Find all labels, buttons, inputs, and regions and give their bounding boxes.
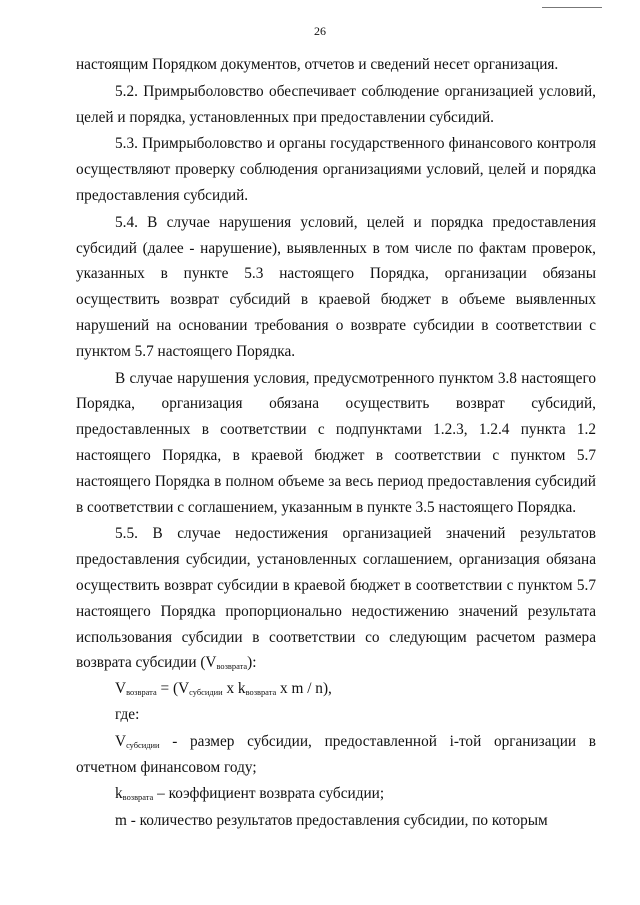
header-rule bbox=[542, 7, 602, 8]
formula-eq: = (V bbox=[156, 680, 190, 698]
paragraph-violation: В случае нарушения условия, предусмотренного пунктом 3.8 настоящего Порядка, организация обязана осуществить возврат субсидий, предоставленных в соответствии с подпунктами 1.2.3, 1.2.4 пункта 1.2 настоящего Порядка, в краевой бюджет в соответствии с пунктом 5.7 настоящего Порядка в полном объеме за весь период предоставления субсидий в соответствии с соглашением, указанным в пункте 3.5 настоящего Порядка. bbox=[76, 369, 596, 516]
formula-v: V bbox=[115, 680, 127, 698]
definition-k-sub: возврата bbox=[122, 793, 154, 803]
formula-tail: x m / n), bbox=[276, 680, 332, 698]
definition-v-subsidy bbox=[76, 729, 596, 781]
formula-k-sub: возврата bbox=[245, 688, 277, 698]
formula-v-sub: возврата bbox=[126, 688, 157, 698]
definition-v-text: - размер субсидии, предоставленной i-той организации в отчетном финансовом году; bbox=[76, 732, 596, 776]
definition-k-symbol: k bbox=[115, 785, 123, 803]
body-text bbox=[76, 52, 596, 834]
formula-mid: x k bbox=[222, 680, 246, 698]
definition-v-sub: субсидии bbox=[126, 740, 160, 750]
formula bbox=[76, 676, 596, 702]
paragraph-5-2: 5.2. Примрыболовство обеспечивает соблюдение организацией условий, целей и порядка, установленных при предоставлении субсидий. bbox=[76, 82, 596, 126]
paragraph-5-5 bbox=[76, 521, 596, 676]
paragraph-intro: настоящим Порядком документов, отчетов и сведений несет организация. bbox=[76, 56, 559, 73]
definition-k-text: – коэффициент возврата субсидии; bbox=[153, 785, 385, 803]
paragraph-5-4: 5.4. В случае нарушения условий, целей и порядка предоставления субсидий (далее - нарушение), выявленных в том числе по фактам проверок, указанных в пункте 5.3 настоящего Порядка, организации обязаны осуществить возврат субсидий в краевой бюджет в объеме выявленных нарушений на основании требования о возврате субсидии в соответствии с пунктом 5.7 настоящего Порядка. bbox=[76, 213, 596, 360]
paragraph-5-5-end: ): bbox=[247, 654, 257, 672]
definition-v-symbol: V bbox=[115, 732, 127, 750]
definition-m-count: m - количество результатов предоставления субсидии, по которым bbox=[115, 812, 548, 830]
where-label: где: bbox=[115, 705, 140, 723]
paragraph-5-5-text: 5.5. В случае недостижения организацией значений результатов предоставления субсидии, установленных соглашением, организация обязана осуществить возврат субсидии в краевой бюджет в соответствии с пунктом 5.7 настоящего Порядка пропорционально недостижению значений результата использования субсидии в соответствии со следующим расчетом размера возврата субсидии (V bbox=[76, 525, 596, 672]
formula-v2-sub: субсидии bbox=[189, 688, 223, 698]
definition-k-coefficient bbox=[76, 781, 596, 807]
paragraph-5-5-subscript: возврата bbox=[216, 662, 248, 672]
page-number: 26 bbox=[314, 24, 326, 38]
paragraph-5-3: 5.3. Примрыболовство и органы государственного финансового контроля осуществляют проверку соблюдения организациями условий, целей и порядка предоставления субсидий. bbox=[76, 135, 596, 204]
